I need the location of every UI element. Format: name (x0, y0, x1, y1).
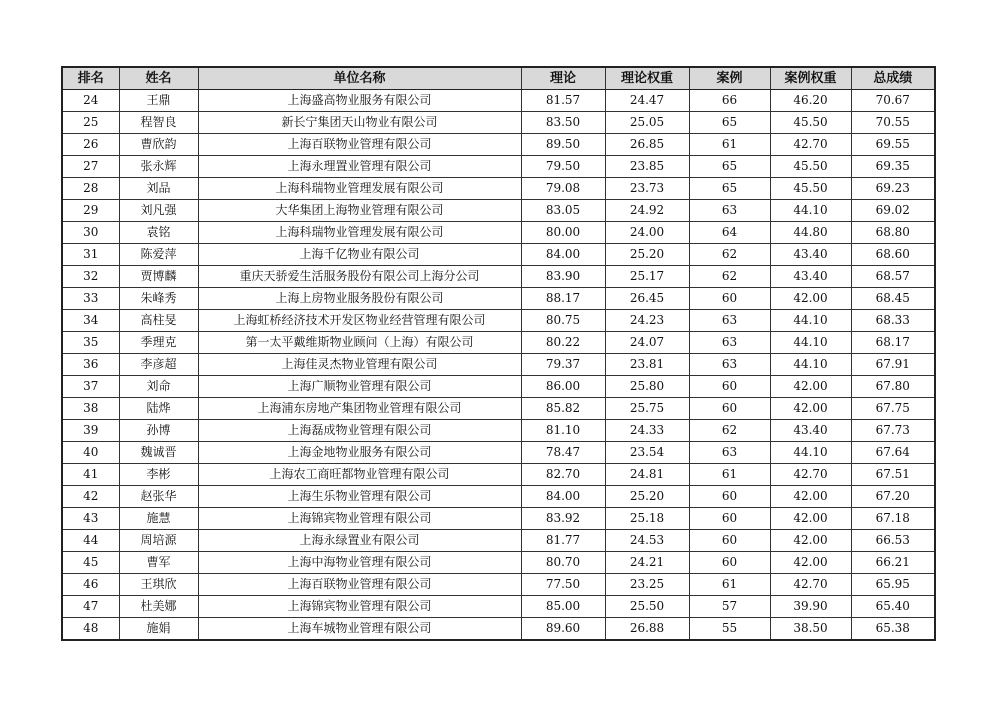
cell-theory: 79.08 (521, 178, 605, 200)
cell-unit: 上海百联物业管理有限公司 (198, 574, 521, 596)
cell-total: 67.18 (851, 508, 935, 530)
header-theory-weight: 理论权重 (605, 67, 689, 90)
cell-rank: 25 (62, 112, 119, 134)
table-row (62, 200, 935, 222)
cell-rank: 37 (62, 376, 119, 398)
cell-rank: 45 (62, 552, 119, 574)
cell-unit: 大华集团上海物业管理有限公司 (198, 200, 521, 222)
cell-unit: 上海金地物业服务有限公司 (198, 442, 521, 464)
cell-case: 65 (689, 156, 770, 178)
cell-case-weight: 42.00 (770, 530, 851, 552)
cell-rank: 46 (62, 574, 119, 596)
cell-theory-weight: 24.23 (605, 310, 689, 332)
cell-rank: 33 (62, 288, 119, 310)
cell-name: 施娟 (119, 618, 198, 641)
cell-case-weight: 38.50 (770, 618, 851, 641)
table-row (62, 332, 935, 354)
cell-rank: 38 (62, 398, 119, 420)
cell-theory: 80.75 (521, 310, 605, 332)
table-header (62, 67, 935, 90)
cell-unit: 第一太平戴维斯物业顾问（上海）有限公司 (198, 332, 521, 354)
header-unit: 单位名称 (198, 67, 521, 90)
score-ranking-table (61, 66, 936, 641)
cell-total: 69.02 (851, 200, 935, 222)
cell-case: 65 (689, 112, 770, 134)
cell-case: 61 (689, 134, 770, 156)
cell-rank: 26 (62, 134, 119, 156)
cell-unit: 新长宁集团天山物业有限公司 (198, 112, 521, 134)
cell-case-weight: 44.10 (770, 442, 851, 464)
cell-theory: 84.00 (521, 486, 605, 508)
cell-case-weight: 43.40 (770, 266, 851, 288)
cell-case-weight: 43.40 (770, 420, 851, 442)
cell-name: 周培源 (119, 530, 198, 552)
cell-name: 刘凡强 (119, 200, 198, 222)
cell-name: 张永辉 (119, 156, 198, 178)
cell-case: 62 (689, 266, 770, 288)
cell-case: 60 (689, 376, 770, 398)
cell-theory: 78.47 (521, 442, 605, 464)
table-row (62, 244, 935, 266)
cell-case-weight: 45.50 (770, 178, 851, 200)
cell-case: 63 (689, 310, 770, 332)
table-row (62, 574, 935, 596)
cell-case: 64 (689, 222, 770, 244)
cell-theory: 86.00 (521, 376, 605, 398)
cell-theory: 81.57 (521, 90, 605, 112)
cell-rank: 48 (62, 618, 119, 641)
table-row (62, 156, 935, 178)
cell-name: 魏诚晋 (119, 442, 198, 464)
cell-unit: 上海科瑞物业管理发展有限公司 (198, 222, 521, 244)
cell-case-weight: 45.50 (770, 112, 851, 134)
cell-total: 69.35 (851, 156, 935, 178)
cell-case: 63 (689, 200, 770, 222)
cell-total: 68.80 (851, 222, 935, 244)
cell-name: 曹军 (119, 552, 198, 574)
cell-theory-weight: 26.45 (605, 288, 689, 310)
cell-rank: 31 (62, 244, 119, 266)
cell-theory: 77.50 (521, 574, 605, 596)
cell-rank: 42 (62, 486, 119, 508)
cell-unit: 上海上房物业服务股份有限公司 (198, 288, 521, 310)
cell-total: 66.53 (851, 530, 935, 552)
table-row (62, 486, 935, 508)
cell-unit: 上海虹桥经济技术开发区物业经营管理有限公司 (198, 310, 521, 332)
cell-theory: 83.92 (521, 508, 605, 530)
cell-total: 69.23 (851, 178, 935, 200)
cell-theory-weight: 25.20 (605, 244, 689, 266)
cell-theory-weight: 25.75 (605, 398, 689, 420)
cell-rank: 44 (62, 530, 119, 552)
cell-theory-weight: 24.33 (605, 420, 689, 442)
cell-rank: 36 (62, 354, 119, 376)
cell-total: 67.80 (851, 376, 935, 398)
cell-case-weight: 42.00 (770, 508, 851, 530)
cell-theory-weight: 23.81 (605, 354, 689, 376)
cell-total: 68.57 (851, 266, 935, 288)
table-row (62, 552, 935, 574)
cell-theory-weight: 25.80 (605, 376, 689, 398)
cell-unit: 上海锦宾物业管理有限公司 (198, 596, 521, 618)
cell-name: 贾博麟 (119, 266, 198, 288)
cell-name: 陈爱萍 (119, 244, 198, 266)
cell-rank: 34 (62, 310, 119, 332)
table-row (62, 310, 935, 332)
cell-unit: 上海广顺物业管理有限公司 (198, 376, 521, 398)
cell-unit: 上海中海物业管理有限公司 (198, 552, 521, 574)
cell-name: 孙博 (119, 420, 198, 442)
cell-case: 61 (689, 464, 770, 486)
cell-case-weight: 43.40 (770, 244, 851, 266)
cell-case: 60 (689, 508, 770, 530)
cell-case: 66 (689, 90, 770, 112)
cell-name: 朱峰秀 (119, 288, 198, 310)
cell-rank: 24 (62, 90, 119, 112)
cell-name: 高柱旻 (119, 310, 198, 332)
table-row (62, 376, 935, 398)
cell-theory-weight: 26.85 (605, 134, 689, 156)
cell-case: 62 (689, 244, 770, 266)
cell-name: 赵张华 (119, 486, 198, 508)
cell-unit: 重庆天骄爱生活服务股份有限公司上海分公司 (198, 266, 521, 288)
header-rank: 排名 (62, 67, 119, 90)
cell-case: 65 (689, 178, 770, 200)
cell-theory: 84.00 (521, 244, 605, 266)
cell-case-weight: 44.10 (770, 310, 851, 332)
cell-case-weight: 46.20 (770, 90, 851, 112)
cell-total: 68.33 (851, 310, 935, 332)
cell-unit: 上海科瑞物业管理发展有限公司 (198, 178, 521, 200)
table-row (62, 420, 935, 442)
cell-name: 李彬 (119, 464, 198, 486)
cell-unit: 上海盛高物业服务有限公司 (198, 90, 521, 112)
cell-theory-weight: 24.00 (605, 222, 689, 244)
cell-rank: 29 (62, 200, 119, 222)
cell-case-weight: 45.50 (770, 156, 851, 178)
header-case: 案例 (689, 67, 770, 90)
cell-total: 68.17 (851, 332, 935, 354)
table-row (62, 354, 935, 376)
cell-case: 60 (689, 288, 770, 310)
cell-total: 67.91 (851, 354, 935, 376)
cell-total: 68.45 (851, 288, 935, 310)
header-case-weight: 案例权重 (770, 67, 851, 90)
table-row (62, 266, 935, 288)
cell-theory-weight: 23.73 (605, 178, 689, 200)
cell-theory: 85.00 (521, 596, 605, 618)
cell-case: 57 (689, 596, 770, 618)
cell-theory-weight: 26.88 (605, 618, 689, 641)
cell-case-weight: 42.00 (770, 398, 851, 420)
cell-case-weight: 42.00 (770, 376, 851, 398)
cell-case: 63 (689, 354, 770, 376)
cell-case: 63 (689, 332, 770, 354)
cell-theory: 82.70 (521, 464, 605, 486)
cell-theory: 85.82 (521, 398, 605, 420)
cell-theory-weight: 24.07 (605, 332, 689, 354)
table-row (62, 288, 935, 310)
cell-total: 70.55 (851, 112, 935, 134)
cell-name: 王琪欣 (119, 574, 198, 596)
cell-theory-weight: 24.21 (605, 552, 689, 574)
cell-name: 曹欣韵 (119, 134, 198, 156)
cell-total: 65.95 (851, 574, 935, 596)
cell-name: 刘品 (119, 178, 198, 200)
cell-theory: 89.50 (521, 134, 605, 156)
cell-theory-weight: 24.81 (605, 464, 689, 486)
cell-case: 60 (689, 398, 770, 420)
cell-case: 60 (689, 552, 770, 574)
cell-total: 68.60 (851, 244, 935, 266)
cell-theory: 81.77 (521, 530, 605, 552)
cell-theory-weight: 25.50 (605, 596, 689, 618)
cell-theory: 79.50 (521, 156, 605, 178)
cell-case: 63 (689, 442, 770, 464)
cell-theory: 81.10 (521, 420, 605, 442)
header-theory: 理论 (521, 67, 605, 90)
cell-case-weight: 42.70 (770, 574, 851, 596)
cell-theory-weight: 24.53 (605, 530, 689, 552)
cell-name: 季理克 (119, 332, 198, 354)
table-row (62, 112, 935, 134)
cell-theory-weight: 25.18 (605, 508, 689, 530)
cell-name: 李彦超 (119, 354, 198, 376)
cell-name: 杜美娜 (119, 596, 198, 618)
cell-case: 60 (689, 486, 770, 508)
cell-name: 袁铭 (119, 222, 198, 244)
cell-theory: 79.37 (521, 354, 605, 376)
cell-total: 70.67 (851, 90, 935, 112)
cell-case-weight: 44.80 (770, 222, 851, 244)
cell-unit: 上海车城物业管理有限公司 (198, 618, 521, 641)
cell-rank: 30 (62, 222, 119, 244)
cell-case: 61 (689, 574, 770, 596)
cell-unit: 上海农工商旺都物业管理有限公司 (198, 464, 521, 486)
table-row (62, 222, 935, 244)
cell-case-weight: 44.10 (770, 200, 851, 222)
cell-theory-weight: 23.54 (605, 442, 689, 464)
cell-theory-weight: 24.47 (605, 90, 689, 112)
cell-case: 60 (689, 530, 770, 552)
cell-case-weight: 42.70 (770, 134, 851, 156)
cell-rank: 32 (62, 266, 119, 288)
cell-theory: 83.50 (521, 112, 605, 134)
cell-case-weight: 42.00 (770, 552, 851, 574)
cell-case-weight: 44.10 (770, 354, 851, 376)
table-row (62, 442, 935, 464)
cell-theory: 80.22 (521, 332, 605, 354)
cell-total: 65.40 (851, 596, 935, 618)
cell-theory-weight: 25.20 (605, 486, 689, 508)
cell-case-weight: 44.10 (770, 332, 851, 354)
table-row (62, 134, 935, 156)
table-row (62, 596, 935, 618)
cell-theory-weight: 23.85 (605, 156, 689, 178)
table-row (62, 90, 935, 112)
cell-rank: 47 (62, 596, 119, 618)
cell-total: 67.64 (851, 442, 935, 464)
cell-name: 施慧 (119, 508, 198, 530)
table-body (62, 90, 935, 641)
cell-rank: 43 (62, 508, 119, 530)
cell-unit: 上海千亿物业有限公司 (198, 244, 521, 266)
cell-rank: 27 (62, 156, 119, 178)
cell-case: 62 (689, 420, 770, 442)
cell-unit: 上海佳灵杰物业管理有限公司 (198, 354, 521, 376)
cell-case-weight: 42.00 (770, 486, 851, 508)
cell-unit: 上海磊成物业管理有限公司 (198, 420, 521, 442)
cell-total: 67.20 (851, 486, 935, 508)
table-row (62, 530, 935, 552)
cell-theory: 89.60 (521, 618, 605, 641)
header-total: 总成绩 (851, 67, 935, 90)
cell-total: 67.51 (851, 464, 935, 486)
cell-unit: 上海生乐物业管理有限公司 (198, 486, 521, 508)
cell-case-weight: 42.70 (770, 464, 851, 486)
cell-unit: 上海永理置业管理有限公司 (198, 156, 521, 178)
cell-total: 65.38 (851, 618, 935, 641)
cell-unit: 上海浦东房地产集团物业管理有限公司 (198, 398, 521, 420)
cell-case-weight: 39.90 (770, 596, 851, 618)
cell-theory: 83.05 (521, 200, 605, 222)
table-row (62, 178, 935, 200)
cell-rank: 41 (62, 464, 119, 486)
cell-case-weight: 42.00 (770, 288, 851, 310)
cell-total: 69.55 (851, 134, 935, 156)
cell-unit: 上海百联物业管理有限公司 (198, 134, 521, 156)
cell-theory: 88.17 (521, 288, 605, 310)
cell-unit: 上海锦宾物业管理有限公司 (198, 508, 521, 530)
cell-theory: 80.70 (521, 552, 605, 574)
cell-rank: 40 (62, 442, 119, 464)
cell-name: 陆烨 (119, 398, 198, 420)
header-name: 姓名 (119, 67, 198, 90)
cell-total: 67.75 (851, 398, 935, 420)
header-row (62, 67, 935, 90)
cell-rank: 28 (62, 178, 119, 200)
cell-theory-weight: 23.25 (605, 574, 689, 596)
cell-theory: 80.00 (521, 222, 605, 244)
table-row (62, 508, 935, 530)
cell-name: 程智良 (119, 112, 198, 134)
table-row (62, 398, 935, 420)
cell-name: 刘命 (119, 376, 198, 398)
cell-total: 67.73 (851, 420, 935, 442)
cell-case: 55 (689, 618, 770, 641)
cell-total: 66.21 (851, 552, 935, 574)
cell-theory-weight: 24.92 (605, 200, 689, 222)
table-row (62, 464, 935, 486)
cell-rank: 35 (62, 332, 119, 354)
cell-theory-weight: 25.05 (605, 112, 689, 134)
cell-theory-weight: 25.17 (605, 266, 689, 288)
cell-name: 王鼎 (119, 90, 198, 112)
table-row (62, 618, 935, 641)
cell-theory: 83.90 (521, 266, 605, 288)
cell-rank: 39 (62, 420, 119, 442)
cell-unit: 上海永绿置业有限公司 (198, 530, 521, 552)
